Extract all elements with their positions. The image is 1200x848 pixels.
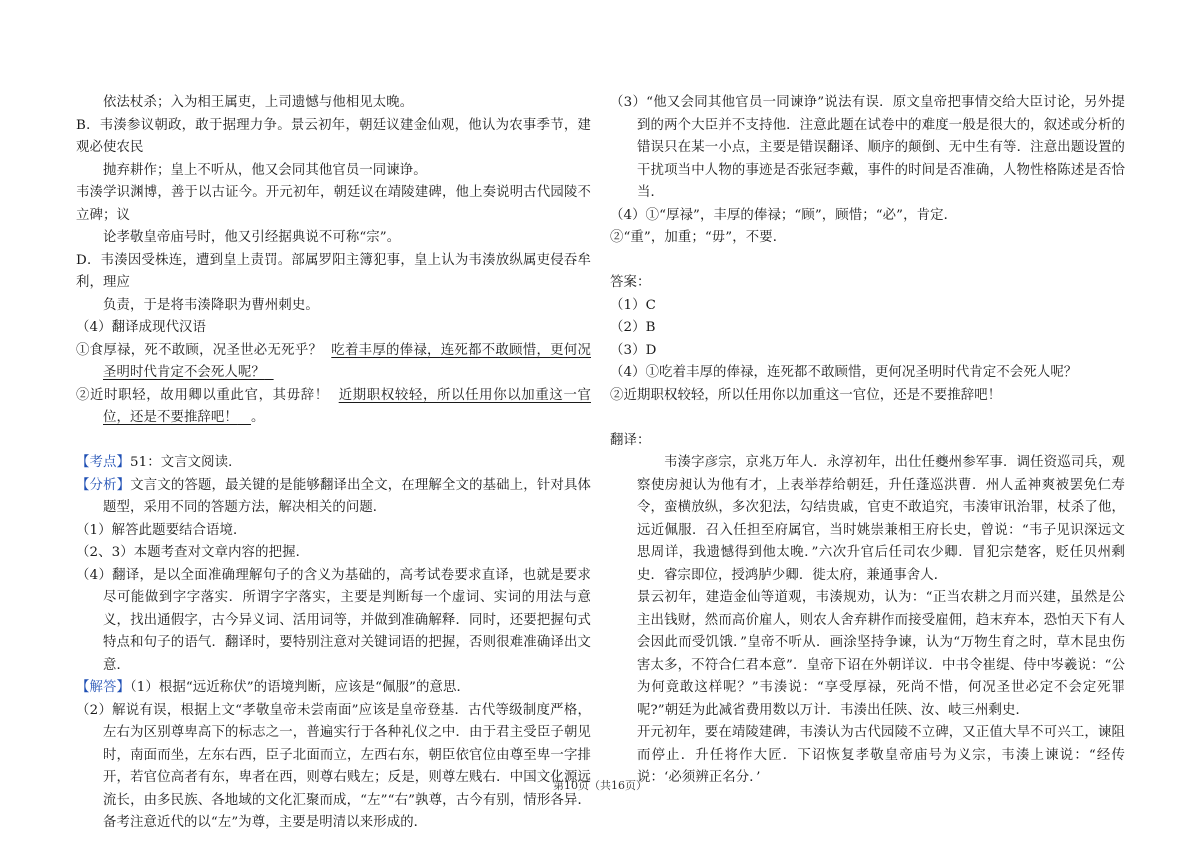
jieda-tag: 【解答】 [76,680,130,695]
kaodian-tag: 【考点】 [76,455,130,470]
translation-item-2-end: 。 [250,410,265,425]
translation-label: 翻译： [610,432,651,448]
jieda-item-4a: （4）①“厚禄”，丰厚的俸禄；“顾”，顾惜；“必”，肯定． [610,207,958,223]
fenxi-item-1: （1）解答此题要结合语境． [76,522,247,538]
fenxi-item-2: （2、3）本题考查对文章内容的把握． [76,545,310,560]
translation-item-1-source: ①食厚禄，死不敢顾，况圣世必无死乎？ [76,342,323,358]
option-d-line1: D．韦湊因受株连，遭到皇上责罚。部属罗阳主簿犯事，皇上认为韦湊放纵属吏侵吞牟利，理应 [76,252,591,290]
question-4-label: （4）翻译成现代汉语 [76,320,207,335]
option-b-line1: B．韦湊参议朝政，敢于据理力争。景云初年，朝廷议建金仙观，他认为农事季节，建观必使农民 [76,117,591,155]
answer-4a: （4）①吃着丰厚的俸禄，连死都不敢顾惜，更何况圣明时代肯定不会死人呢？ [610,365,1078,380]
kaodian-text: 51：文言文阅读． [129,455,242,470]
jieda-item-3: （3）“他又会同其他官员一同谏诤”说法有误．原文皇帝把事情交给大臣讨论，另外提到的两个大臣并不支持他．注意此题在试卷中的难度一般是很大的，叙述或分析的错误只在某一小点，主要是错误翻译、顺序的颠倒、无中生有等．注意出题设置的干扰项当中人物的事迹是否张冠李戴，事件的时间是否准确，人物性格陈述是否恰当． [610,95,1125,200]
fenxi-item-3: （4）翻译，是以全面准确理解句子的含义为基础的，高考试卷要求直译，也就是要求尽可能做到字字落实．所谓字字落实，主要是判断每一个虚词、实词的用法与意义，找出通假字，古今异义词、活用词等，并做到准确解释．同时，还要把握句式特点和句子的语气．翻译时，要特别注意对关键词语的把握，否则很难准确译出文意． [76,567,591,673]
translation-item-2-source: ②近时职轻，故用卿以重此官，其毋辞！ [76,387,329,403]
answer-1: （1）C [610,297,656,313]
jieda-item-4b: ②“重”，加重；“毋”，不要． [610,230,787,245]
jieda-text: （1）根据“远近称伏”的语境判断，应该是“佩服”的意思． [129,680,470,695]
option-c-line2: 论孝敬皇帝庙号时，他又引经据典说不可称“宗”。 [103,230,401,245]
answer-label: 答案： [610,275,651,290]
option-d-line2: 负责，于是将韦湊降职为曹州刺史。 [103,297,319,313]
translation-para-3: 开元初年，要在靖陵建碑，韦湊认为古代园陵不立碑，又正值大旱不可兴工，谏阻而停止．升任将作大匠．下诏恢复孝敬皇帝庙号为义宗，韦湊上谏说：“经传说：‘必须辨正名分．’ [637,725,1125,785]
left-column [76,92,591,835]
translation-para-1: 韦湊字彦宗，京兆万年人．永淳初年，出仕任夔州参军事．调任资巡司兵，观察使房昶认为他有才，上表举荐给朝廷，升任蓬巡洪曹．州人孟神爽被罢免仁寿令，蛮横放纵，多次犯法，勾结贵戚，官吏不敢追究，韦湊审讯治罪，杖杀了他，远近佩服．召入任担至府属官，当时姚崇兼相王府长史，曾说：“韦子见识深远文思周详，我遗憾得到他太晚．”六次升官后任司农少卿．冒犯宗楚客，贬任贝州剩史．睿宗即位，授鸿胪少卿．徙太府，兼通事舍人． [637,455,1125,583]
answer-2: （2）B [610,320,656,335]
translation-para-2: 景云初年，建造金仙等道观，韦湊规劝，认为：“正当农耕之月而兴建，虽然是公主出钱财，然而高价雇人，则农人舍弃耕作而接受雇佣，趋末弃本，恐怕天下有人会因此而受饥饿．”皇帝不听从．画涂坚持争谏，认为“万物生育之时，草木昆虫伤害太多，不符合仁君本意”．皇帝下诏在外朝详议．中书令崔缇、侍中岑羲说：“公为何竟敢这样呢？”韦湊说：“享受厚禄，死尚不惜，何况圣世必定不会定死罪呢?”朝廷为此减省费用数以万计．韦湊出任陕、汝、岐三州剩史． [637,590,1125,718]
jieda-line [76,677,591,700]
answer-4b: ②近期职权较轻，所以任用你以加重这一官位，还是不要推辞吧！ [610,387,1002,403]
option-c-line1: 韦湊学识渊博，善于以古证今。开元初年，朝廷议在靖陵建碑，他上奏说明古代园陵不立碑；议 [76,185,591,223]
translation-item-2-answer: 近期职权较轻，所以任用你以加重这一官位，还是不要推辞吧！ [103,387,591,425]
fenxi-tag: 【分析】 [76,477,131,493]
fenxi-text: 文言文的答题，最关键的是能够翻译出全文，在理解全文的基础上，针对具体题型，采用不同的答题方法，解决相关的问题． [103,477,591,515]
option-c-tail: 依法杖杀；入为相王属吏，上司遗憾与他相见太晚。 [103,95,414,110]
translation-item-1 [76,340,591,385]
kaodian-line [76,452,591,475]
answer-3: （3）D [610,342,657,358]
page-footer: 第10页（共16页） [553,779,647,792]
translation-item-1-answer: 吃着丰厚的俸禄，连死都不敢顾惜，更何况圣明时代肯定不会死人呢？ [103,342,591,380]
right-column [610,92,1125,790]
option-b-line2: 抛弃耕作；皇上不听从，他又会同其他官员一同谏诤。 [103,162,427,178]
jieda-item-2: （2）解说有误，根据上文“孝敬皇帝未尝南面”应该是皇帝登基．古代等级制度严格，左右为区别尊卑高下的标志之一，普遍实行于各种礼仪之中．由于君主受臣子朝见时，南面而坐，左东右西，臣子北面而立，左西右东，朝臣依官位由尊至卑一字排开，若官位高者有东，卑者在西，则尊右贱左；反是，则尊左贱右．中国文化源远流长，由多民族、各地域的文化汇聚而成，“左”“右”孰尊，古今有别，情形各异．备考注意近代的以“左”为尊，主要是明清以来形成的． [76,702,591,830]
translation-item-2 [76,385,591,430]
fenxi-paragraph [76,475,591,520]
